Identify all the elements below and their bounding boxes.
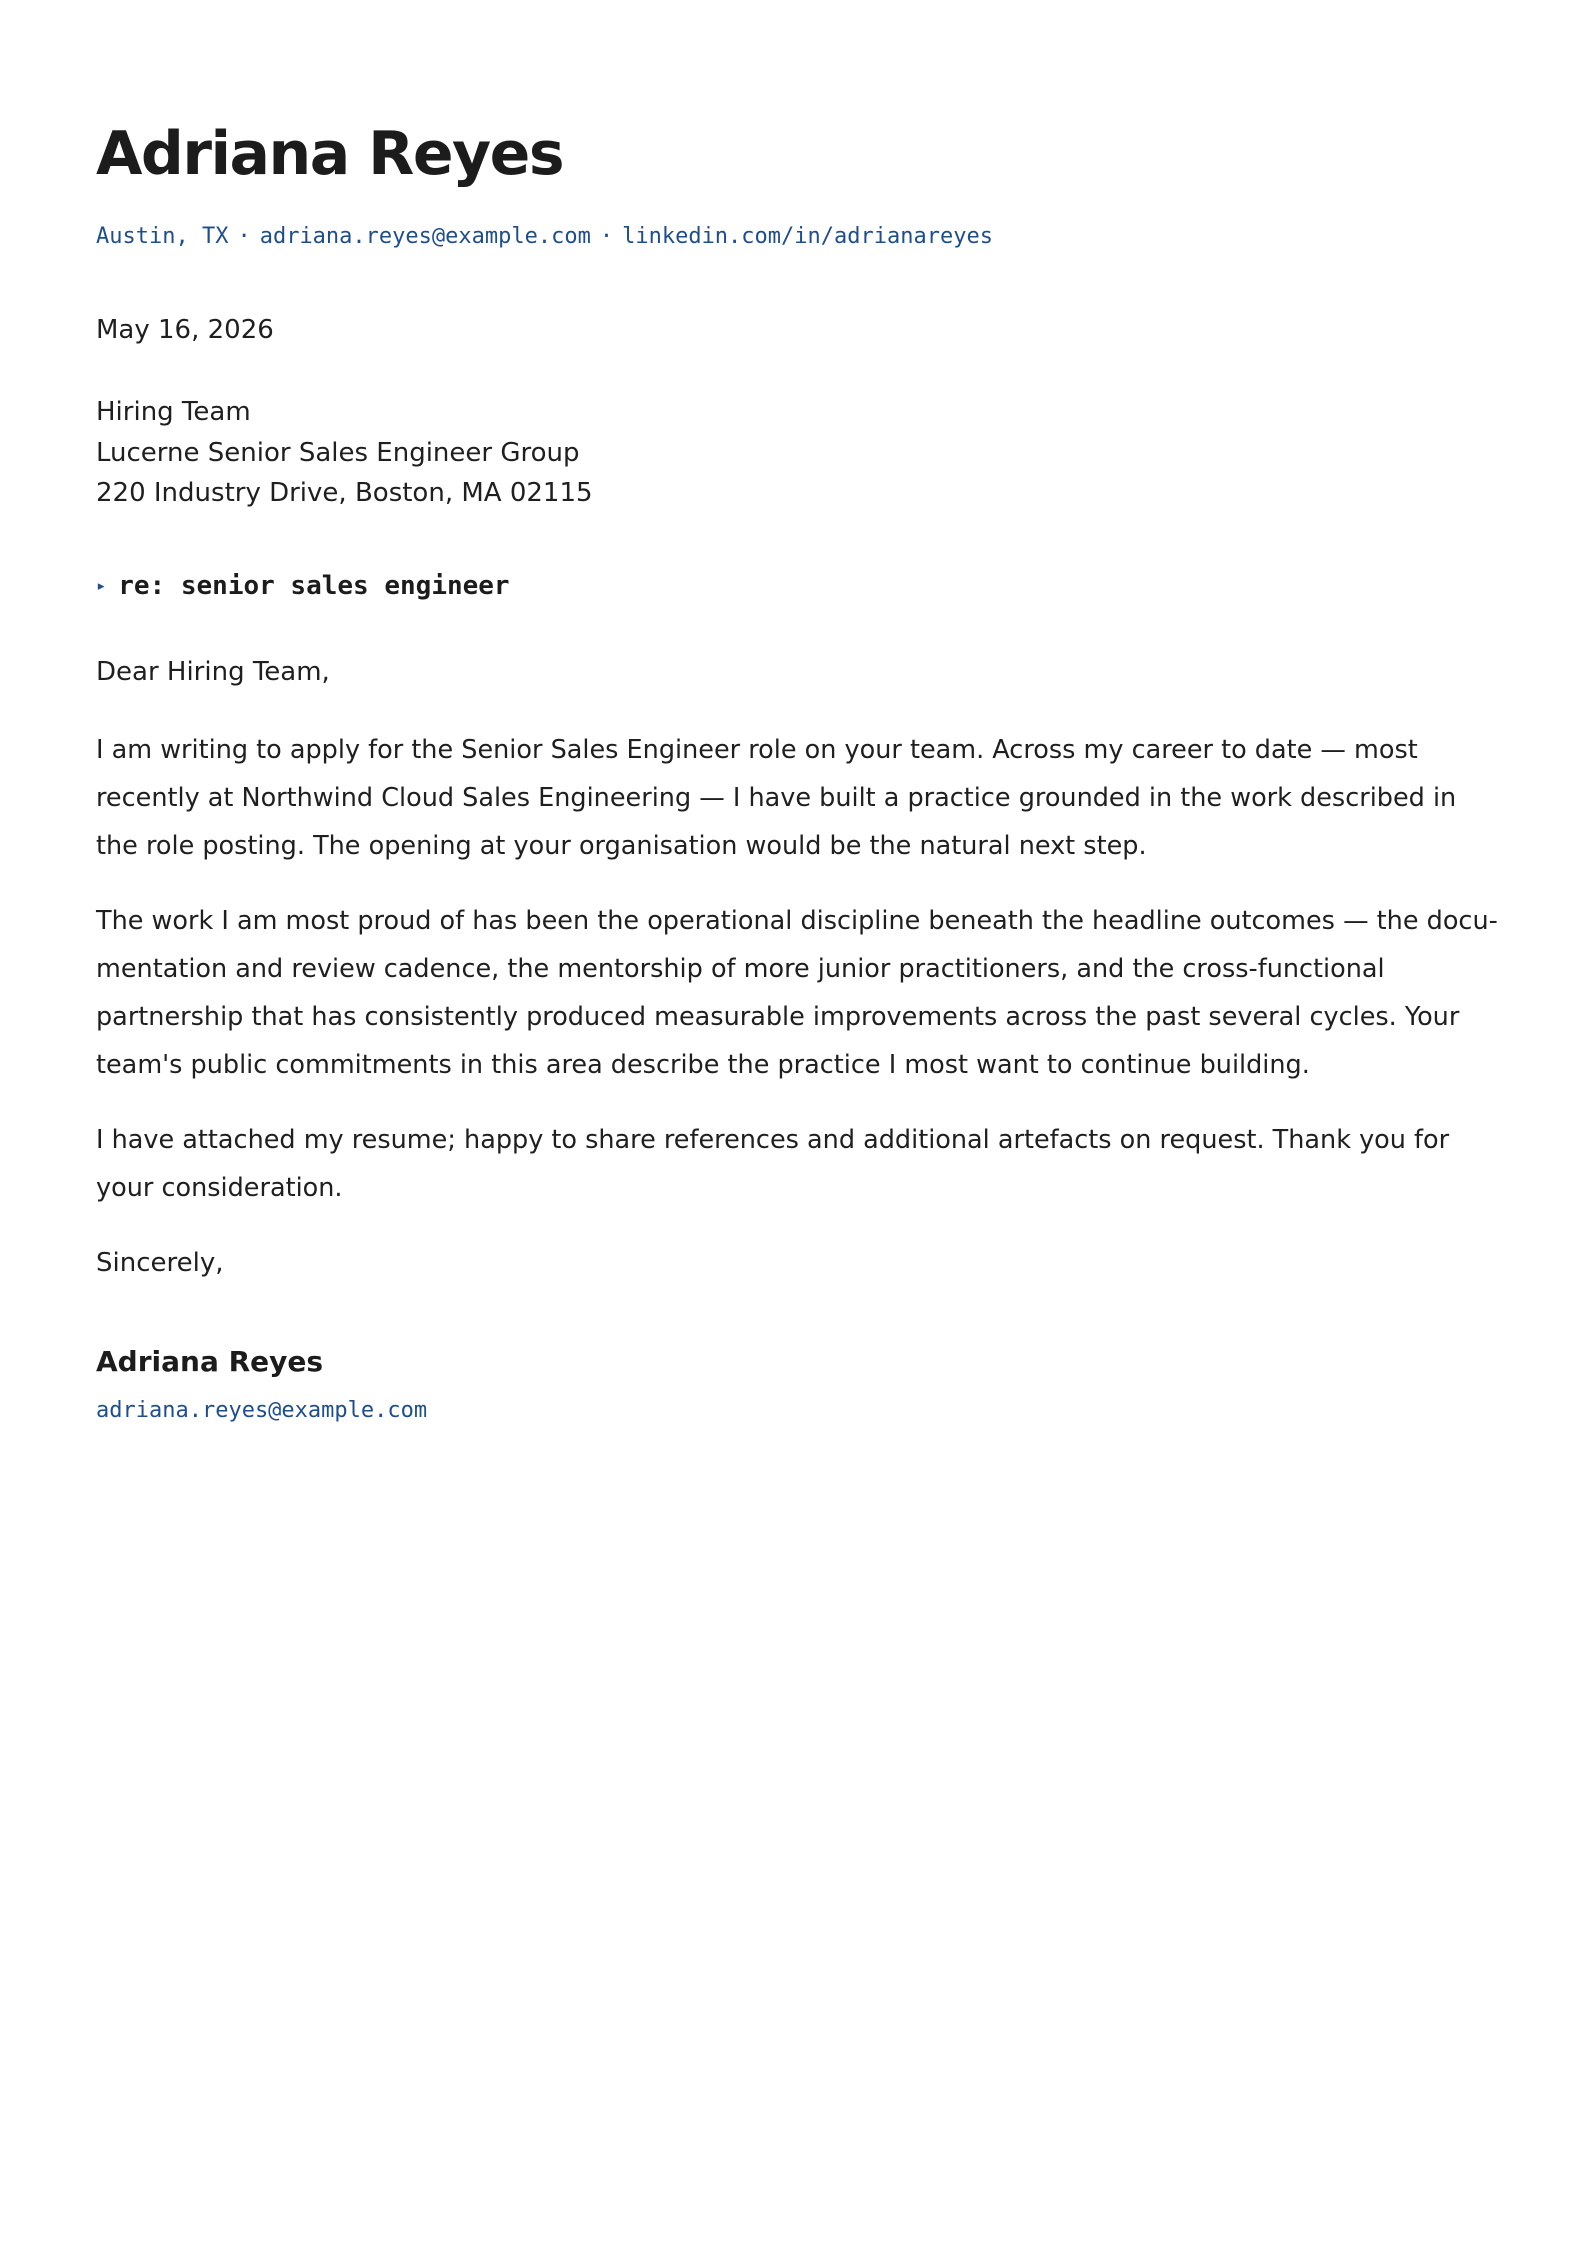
body-paragraph: The work I am most proud of has been the operational discipline beneath the headline outcomes — the documentation and review cadence, the mentorship of more junior practitioners, and the cross-functional partnership that has consistently produced measurable improvements across the past several cycles. Your team's public commitments in this area describe the practice I most want to continue building.	[96, 906, 1498, 1080]
salutation: Dear Hiring Team,	[96, 657, 330, 687]
contact-separator: ·	[599, 224, 614, 249]
contact-email[interactable]: adriana.reyes@example.com	[259, 224, 591, 249]
contact-location: Austin, TX	[96, 224, 229, 249]
body-paragraph: I have attached my resume; happy to share references and additional artefacts on request. Thank you for your consideration.	[96, 1125, 1450, 1203]
signature-email[interactable]: adriana.reyes@example.com	[96, 1398, 428, 1423]
contact-linkedin[interactable]: linkedin.com/in/adrianareyes	[622, 224, 993, 249]
applicant-name: Adriana Reyes	[96, 119, 564, 189]
recipient-line: Lucerne Senior Sales Engineer Group	[96, 437, 580, 468]
recipient-address	[96, 392, 593, 514]
subject-text: re: senior sales engineer	[118, 571, 510, 601]
triangle-right-icon: ▸	[96, 576, 107, 596]
contact-line	[96, 222, 993, 252]
letter-date: May 16, 2026	[96, 315, 274, 345]
subject-line	[96, 568, 510, 604]
signature-name: Adriana Reyes	[96, 1345, 324, 1378]
body-paragraph: I am writing to apply for the Senior Sales Engineer role on your team. Across my career to date — most recently at Northwind Cloud Sales Engineering — I have built a practice grounded in the work described in the role posting. The opening at your organisation would be the natural next step.	[96, 735, 1457, 861]
closing: Sincerely,	[96, 1248, 224, 1278]
recipient-line: 220 Industry Drive, Boston, MA 02115	[96, 478, 593, 508]
recipient-line: Hiring Team	[96, 397, 251, 427]
contact-separator: ·	[237, 224, 251, 249]
